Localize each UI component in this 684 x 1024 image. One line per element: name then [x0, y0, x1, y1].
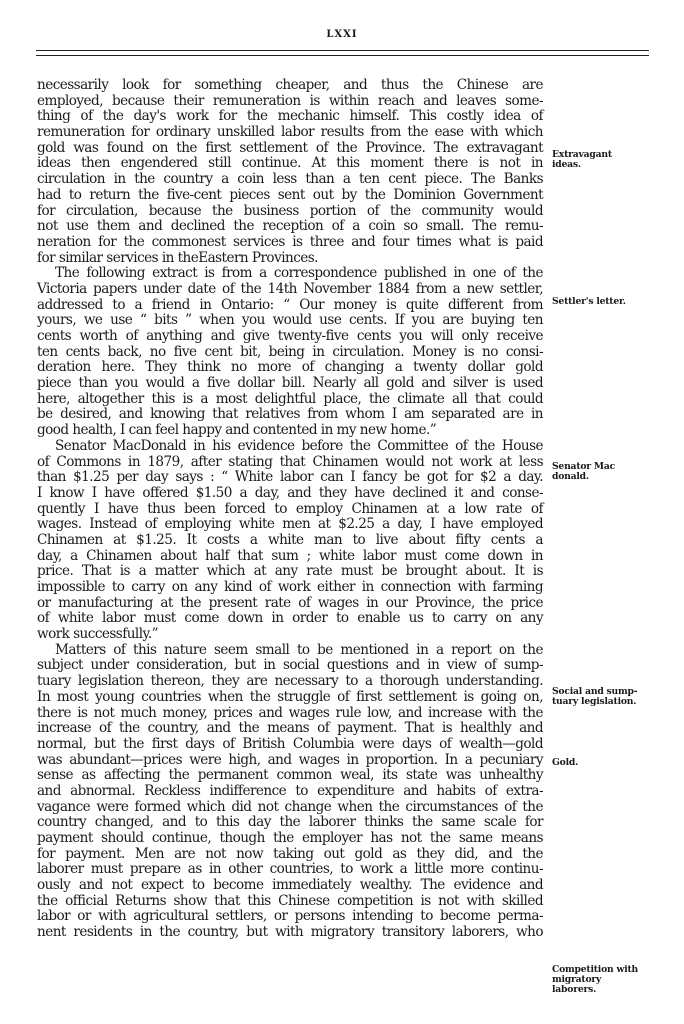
text-line: circulation in the country a coin less than a ten cent piece. The Banks: [37, 171, 543, 188]
margin-note-line: laborers.: [552, 984, 597, 995]
margin-note-line: tuary legislation.: [552, 696, 637, 707]
text-line: remuneration for ordinary unskilled labor results from the ease with which: [37, 124, 543, 141]
text-line: necessarily look for something cheaper, and thus the Chinese are: [37, 77, 543, 93]
margin-note-line: Competition with: [552, 964, 639, 975]
text-line: sense as affecting the permanent common weal, its state was unhealthy: [37, 767, 543, 784]
text-line: The following extract is from a correspondence published in one of the: [55, 265, 543, 282]
text-line: work successfully.”: [37, 626, 159, 643]
text-line: gold was found on the first settlement of the Province. The extravagant: [37, 139, 543, 156]
text-line: of white labor must come down in order to enable us to carry on any: [37, 610, 543, 627]
margin-note-line: Settler's letter.: [552, 296, 626, 307]
margin-note-line: Extravagant: [552, 149, 612, 160]
text-line: had to return the five-cent pieces sent out by the Dominion Government: [37, 186, 543, 203]
text-line: Chinamen at $1.25. It costs a white man to live about fifty cents a: [37, 531, 543, 548]
text-line: good health, I can feel happy and contented in my new home.”: [37, 422, 437, 439]
text-line: day, a Chinamen about half that sum ; white labor must come down in: [37, 547, 543, 564]
text-line: In most young countries when the struggle of first settlement is going on,: [37, 688, 543, 705]
text-line: price. That is a matter which at any rate must be brought about. It is: [37, 563, 543, 580]
text-line: neration for the commonest services is three and four times what is paid: [37, 233, 543, 250]
text-line: Victoria papers under date of the 14th November 1884 from a new settler,: [37, 280, 543, 297]
text-line: here, altogether this is a most delightful place, the climate all that could: [37, 390, 543, 407]
margin-note-senator-macdonald: [552, 462, 677, 482]
text-line: vagance were formed which did not change when the circumstances of the: [37, 798, 543, 815]
text-line: of Commons in 1879, after stating that Chinamen would not work at less: [37, 453, 543, 470]
margin-note-line: Social and sump-: [552, 686, 638, 697]
margin-note-line: Gold.: [552, 757, 579, 768]
text-line: ten cents back, no five cent bit, being in circulation. Money is no consi-: [37, 343, 543, 360]
text-line: nent residents in the country, but with migratory transitory laborers, who: [37, 924, 543, 941]
text-line: employed, because their remuneration is within reach and leaves some-: [37, 92, 543, 109]
text-line: or manufacturing at the present rate of wages in our Province, the price: [37, 594, 543, 611]
text-line: ously and not expect to become immediately wealthy. The evidence and: [37, 877, 543, 894]
margin-note-gold: [552, 758, 677, 768]
text-line: Matters of this nature seem small to be mentioned in a report on the: [55, 641, 543, 658]
margin-note-line: ideas.: [552, 159, 581, 170]
text-line: for circulation, because the business portion of the community would: [37, 202, 543, 219]
text-line: impossible to carry on any kind of work either in connection with farming: [37, 579, 543, 595]
text-line: for similar services in theEastern Provinces.: [37, 249, 318, 266]
text-line: increase of the country, and the means of payment. That is healthly and: [37, 720, 543, 737]
header-rule-top: [36, 50, 649, 51]
text-line: deration here. They think no more of changing a twenty dollar gold: [37, 359, 543, 376]
text-line: not use them and declined the reception of a coin so small. The remu-: [37, 218, 543, 235]
text-line: payment should continue, though the employer has not the same means: [37, 830, 543, 846]
margin-note-line: migratory: [552, 974, 602, 985]
text-line: quently I have thus been forced to employ Chinamen at a low rate of: [37, 500, 543, 517]
text-line: yours, we use “ bits ” when you would use cents. If you are buying ten: [37, 312, 543, 329]
text-line: the official Returns show that this Chinese competition is not with skilled: [37, 892, 543, 909]
text-line: cents worth of anything and give twenty-five cents you will only receive: [37, 328, 543, 344]
page-number: LXXI: [326, 29, 358, 40]
text-line: addressed to a friend in Ontario: “ Our money is quite different from: [37, 296, 543, 313]
margin-note-line: donald.: [552, 471, 589, 482]
text-line: ideas then engendered still continue. At this moment there is not in: [37, 155, 543, 172]
text-line: for payment. Men are not now taking out gold as they did, and the: [37, 845, 543, 862]
margin-note-extravagant-ideas: [552, 150, 677, 170]
text-line: laborer must prepare as in other countries, to work a little more continu-: [37, 861, 543, 878]
margin-note-line: Senator Mac: [552, 461, 616, 472]
text-line: piece than you would a five dollar bill. Nearly all gold and silver is used: [37, 375, 543, 392]
margin-note-competition: [552, 965, 677, 995]
text-line: was abundant—prices were high, and wages in proportion. In a pecuniary: [37, 751, 543, 768]
text-line: and abnormal. Reckless indifference to expenditure and habits of extra-: [37, 782, 543, 799]
text-line: normal, but the first days of British Columbia were days of wealth—gold: [37, 735, 543, 752]
text-line: tuary legislation thereon, they are necessary to a thorough understanding.: [37, 673, 543, 690]
text-line: I know I have offered $1.50 a day, and they have declined it and conse-: [37, 484, 543, 501]
text-line: country changed, and to this day the laborer thinks the same scale for: [37, 814, 543, 831]
text-line: be desired, and knowing that relatives from whom I am separated are in: [37, 406, 543, 423]
text-line: than $1.25 per day says : “ White labor can I fancy be got for $2 a day.: [37, 469, 543, 486]
text-line: subject under consideration, but in social questions and in view of sump-: [37, 657, 543, 674]
header-rule-bottom: [36, 55, 649, 56]
text-line: Senator MacDonald in his evidence before the Committee of the House: [55, 437, 543, 454]
body-text: [37, 78, 543, 941]
text-line: thing of the day's work for the mechanic himself. This costly idea of: [37, 108, 543, 125]
text-line: labor or with agricultural settlers, or persons intending to become perma-: [37, 908, 543, 925]
margin-note-settlers-letter: [552, 297, 677, 307]
text-line: there is not much money, prices and wages rule low, and increase with the: [37, 704, 543, 721]
margin-note-social-sumptuary: [552, 687, 677, 707]
text-line: wages. Instead of employing white men at $2.25 a day, I have employed: [37, 516, 543, 533]
